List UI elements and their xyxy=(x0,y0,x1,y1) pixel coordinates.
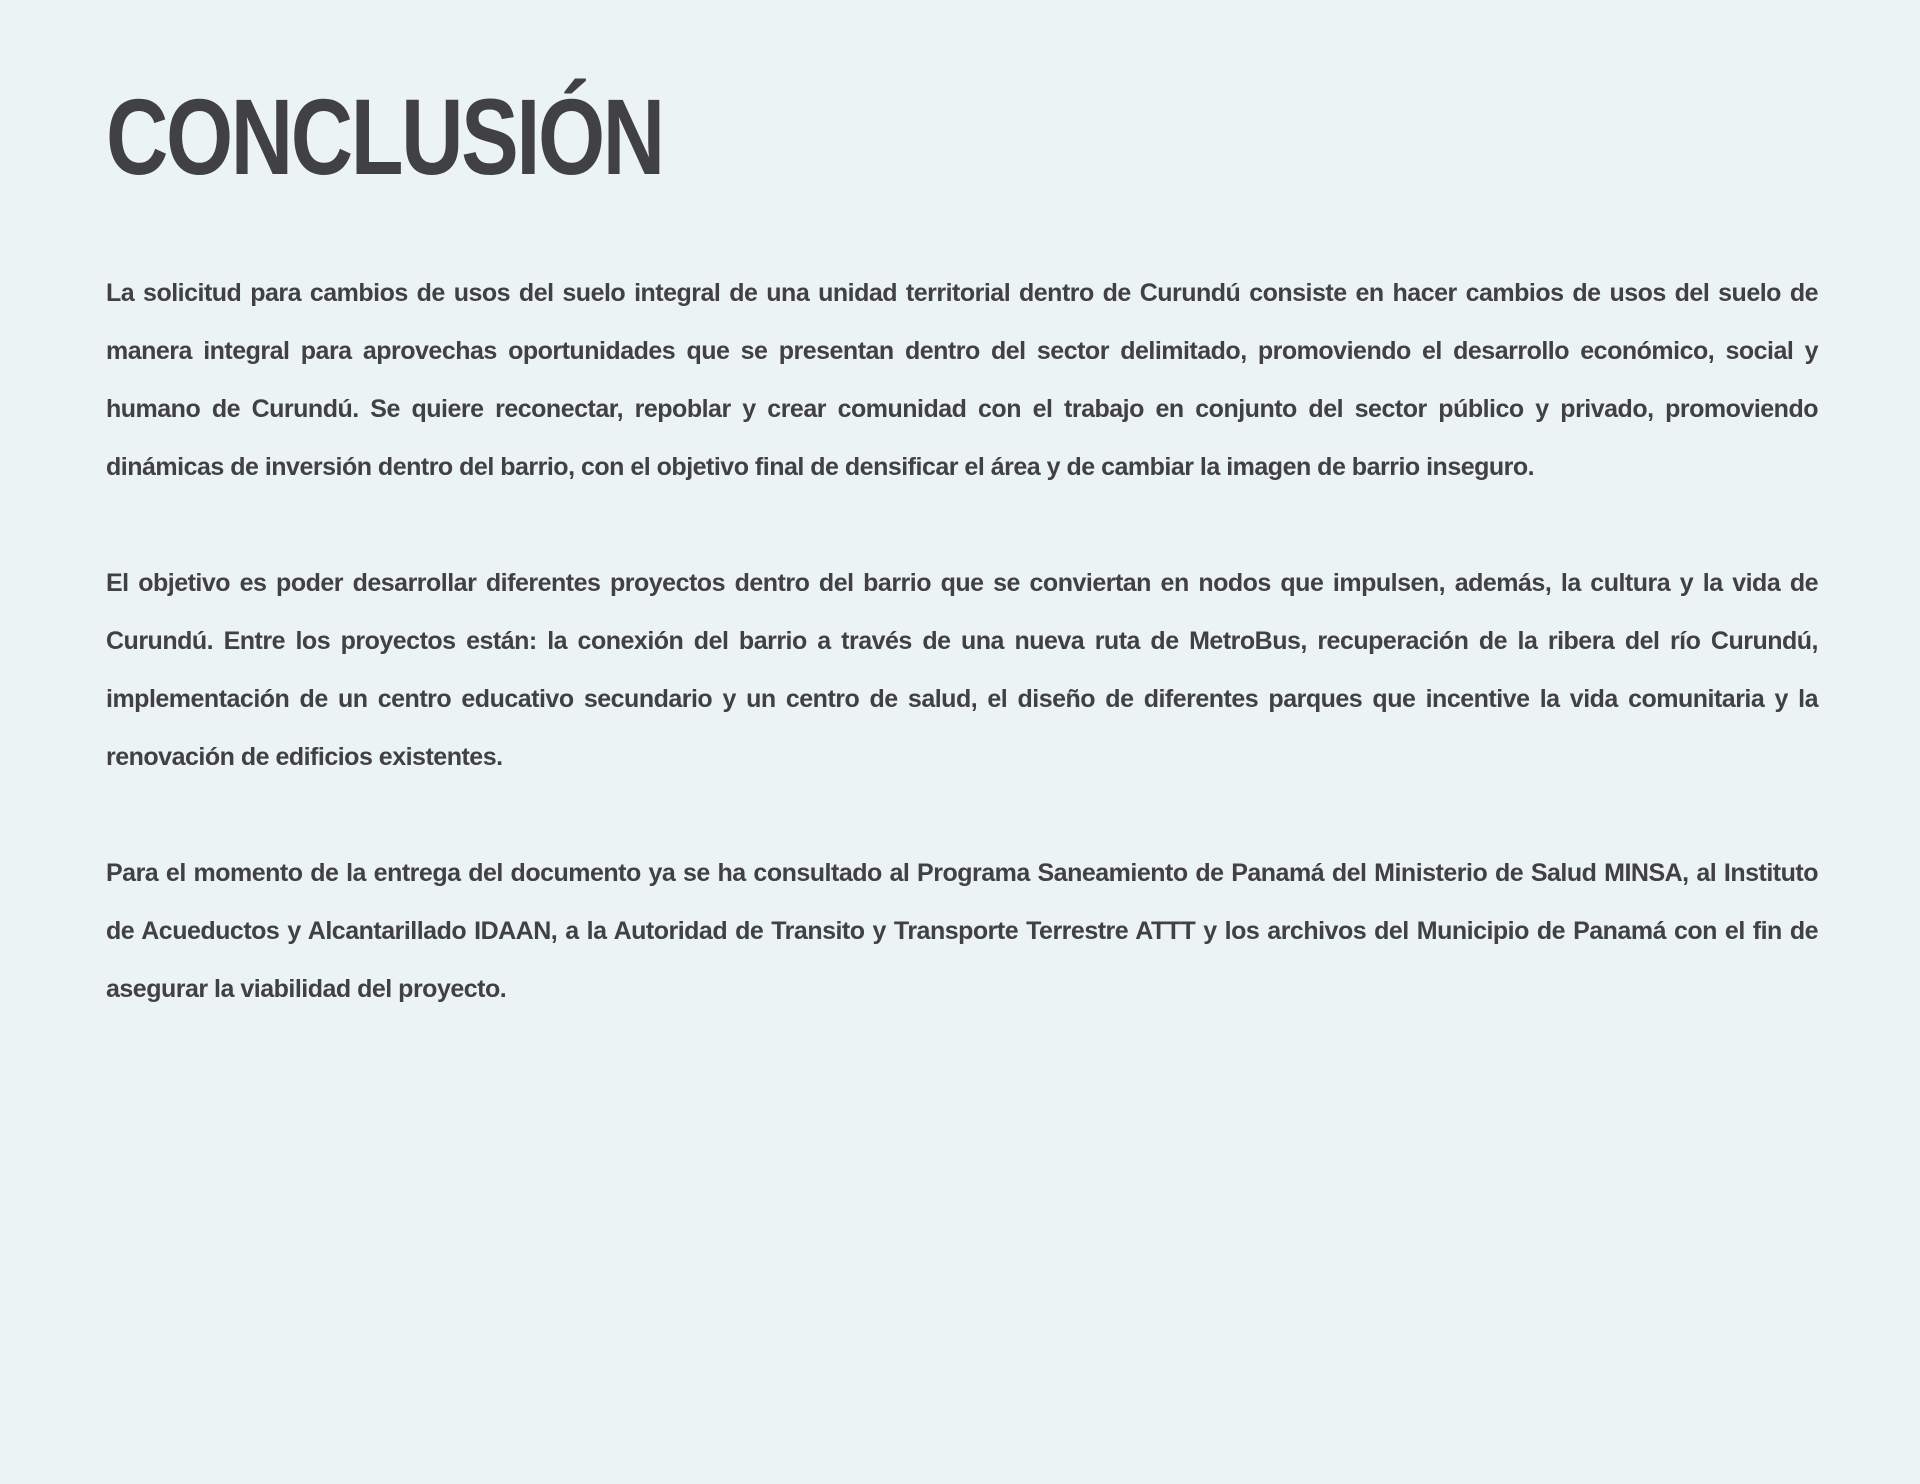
paragraph-2: El objetivo es poder desarrollar diferentes proyectos dentro del barrio que se conviertan en nodos que impulsen, además, la cultura y la vida de Curundú. Entre los proyectos están: la conexión del barrio a través de una nueva ruta de MetroBus, recuperación de la ribera del río Curundú, implementación de un centro educativo secundario y un centro de salud, el diseño de diferentes parques que incentive la vida comunitaria y la renovación de edificios existentes. xyxy=(106,569,1818,771)
document-page xyxy=(106,0,1818,1003)
page-title: CONCLUSIÓN xyxy=(106,76,663,197)
paragraph-3: Para el momento de la entrega del documento ya se ha consultado al Programa Saneamiento de Panamá del Ministerio de Salud MINSA, al Instituto de Acueductos y Alcantarillado IDAAN, a la Autoridad de Transito y Transporte Terrestre ATTT y los archivos del Municipio de Panamá con el fin de asegurar la viabilidad del proyecto. xyxy=(106,859,1818,1003)
paragraph-1: La solicitud para cambios de usos del suelo integral de una unidad territorial dentro de Curundú consiste en hacer cambios de usos del suelo de manera integral para aprovechas oportunidades que se presentan dentro del sector delimitado, promoviendo el desarrollo económico, social y humano de Curundú. Se quiere reconectar, repoblar y crear comunidad con el trabajo en conjunto del sector público y privado, promoviendo dinámicas de inversión dentro del barrio, con el objetivo final de densificar el área y de cambiar la imagen de barrio inseguro. xyxy=(106,279,1818,481)
document-body xyxy=(106,264,1818,1076)
